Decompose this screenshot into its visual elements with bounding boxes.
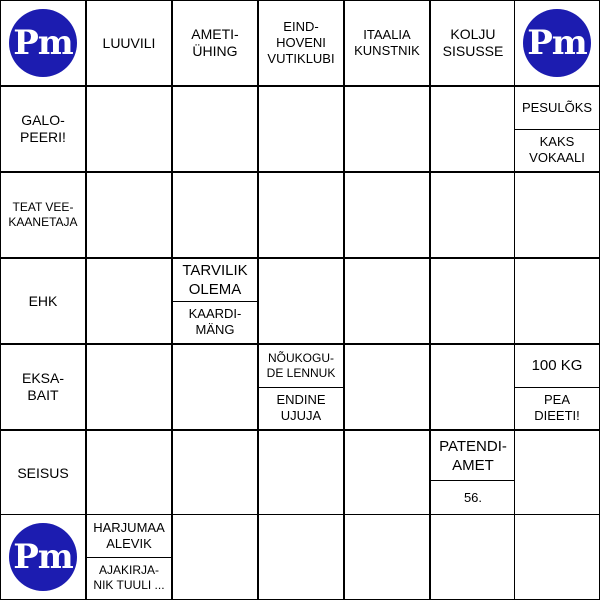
answer-cell[interactable] <box>172 344 258 430</box>
answer-cell[interactable] <box>172 430 258 516</box>
split-clue-cell <box>86 514 172 600</box>
answer-cell[interactable] <box>344 172 430 258</box>
answer-cell[interactable] <box>172 514 258 600</box>
clue-cell: TEAT VEE- KAANETAJA <box>0 172 86 258</box>
clue-bottom: KAKS VOKAALI <box>515 129 599 172</box>
clue-bottom: 56. <box>431 480 515 515</box>
answer-cell[interactable] <box>258 430 344 516</box>
answer-cell[interactable] <box>172 172 258 258</box>
logo-cell <box>0 514 86 600</box>
answer-cell[interactable] <box>514 258 600 344</box>
split-clue-cell <box>258 344 344 430</box>
answer-cell[interactable] <box>258 172 344 258</box>
answer-cell[interactable] <box>86 172 172 258</box>
answer-cell[interactable] <box>172 86 258 172</box>
answer-cell[interactable] <box>86 258 172 344</box>
clue-cell: EIND- HOVENI VUTIKLUBI <box>258 0 344 86</box>
logo-cell <box>0 0 86 86</box>
split-clue-cell <box>430 430 516 516</box>
logo-cell <box>514 0 600 86</box>
answer-cell[interactable] <box>430 514 516 600</box>
answer-cell[interactable] <box>514 430 600 516</box>
answer-cell[interactable] <box>258 514 344 600</box>
clue-bottom: AJAKIRJA- NIK TUULI ... <box>87 557 171 600</box>
answer-cell[interactable] <box>344 514 430 600</box>
clue-cell: EHK <box>0 258 86 344</box>
clue-top: TARVILIK OLEMA <box>182 261 248 298</box>
answer-cell[interactable] <box>344 430 430 516</box>
clue-top: PATENDI- AMET <box>439 437 507 474</box>
answer-cell[interactable] <box>86 344 172 430</box>
clue-cell: KOLJU SISUSSE <box>430 0 516 86</box>
clue-bottom: ENDINE UJUJA <box>259 387 343 430</box>
pm-logo: Pm <box>9 9 77 77</box>
clue-cell: GALO- PEERI! <box>0 86 86 172</box>
answer-cell[interactable] <box>514 514 600 600</box>
answer-cell[interactable] <box>344 258 430 344</box>
clue-cell: SEISUS <box>0 430 86 516</box>
answer-cell[interactable] <box>86 430 172 516</box>
answer-cell[interactable] <box>514 172 600 258</box>
clue-cell: LUUVILI <box>86 0 172 86</box>
answer-cell[interactable] <box>86 86 172 172</box>
answer-cell[interactable] <box>258 86 344 172</box>
answer-cell[interactable] <box>430 172 516 258</box>
clue-cell: EKSA- BAIT <box>0 344 86 430</box>
split-clue-cell <box>514 86 600 172</box>
answer-cell[interactable] <box>430 86 516 172</box>
split-clue-cell <box>172 258 258 344</box>
clue-top: 100 KG <box>531 357 583 375</box>
clue-bottom: KAARDI- MÄNG <box>173 301 257 344</box>
answer-cell[interactable] <box>344 86 430 172</box>
answer-cell[interactable] <box>430 258 516 344</box>
clue-bottom: PEA DIEETI! <box>515 387 599 430</box>
pm-logo: Pm <box>523 9 591 77</box>
clue-top: NÕUKOGU- DE LENNUK <box>266 350 336 380</box>
clue-top: PESULÕKS <box>521 99 593 115</box>
split-clue-cell <box>514 344 600 430</box>
clue-cell: AMETI- ÜHING <box>172 0 258 86</box>
pm-logo: Pm <box>9 523 77 591</box>
answer-cell[interactable] <box>430 344 516 430</box>
clue-cell: ITAALIA KUNSTNIK <box>344 0 430 86</box>
answer-cell[interactable] <box>344 344 430 430</box>
answer-cell[interactable] <box>258 258 344 344</box>
clue-top: HARJUMAA ALEVIK <box>93 519 165 551</box>
